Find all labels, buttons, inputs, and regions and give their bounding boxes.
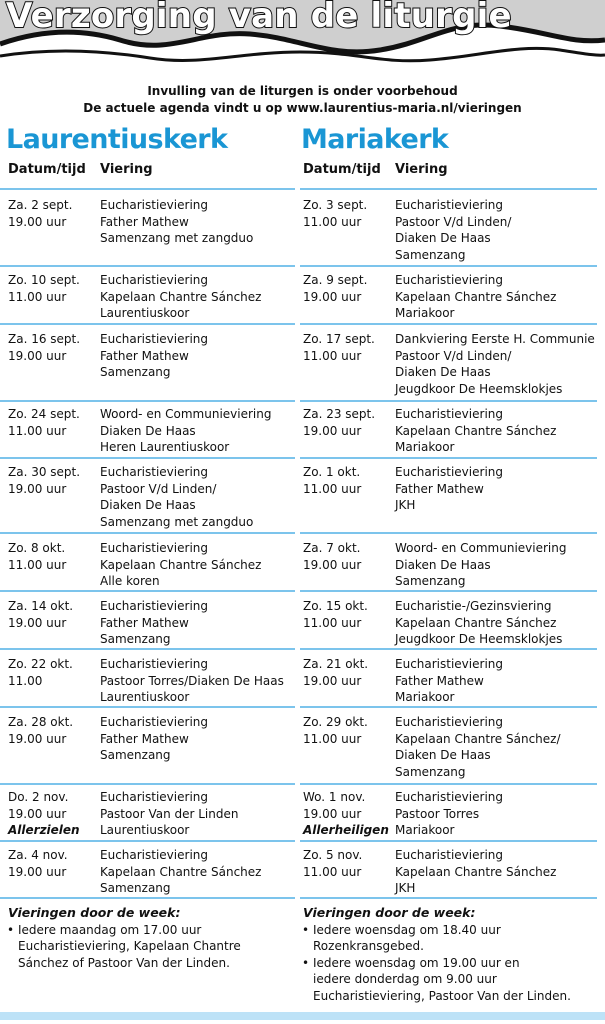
column-header-service: Viering [100,162,153,177]
row-date [303,598,368,631]
date-line: Zo. 5 nov. [303,848,363,862]
row-date [8,331,80,364]
weekday-line: • Iedere woensdag om 19.00 uur en [313,955,520,970]
service-line: Kapelaan Chantre Sánchez [395,289,557,304]
weekday-list [301,922,571,1004]
service-line: Samenzang [100,881,171,896]
row-divider [300,265,597,267]
weekday-title: Vieringen door de week: [8,905,181,920]
service-line: Kapelaan Chantre Sánchez [395,615,557,630]
row-service [100,540,261,590]
service-line: Pastoor V/d Linden/ [395,214,512,229]
date-line: 11.00 uur [303,731,362,746]
row-service [395,789,503,839]
date-line: Zo. 10 sept. [8,273,80,287]
row-date [8,656,73,689]
row-divider [0,400,295,402]
service-line: Eucharistieviering [100,790,208,804]
service-line: Kapelaan Chantre Sánchez [395,423,557,438]
row-divider [0,840,295,842]
row-service [100,598,208,648]
date-line: Zo. 3 sept. [303,198,368,212]
date-line: Wo. 1 nov. [303,790,366,804]
church-title: Mariakerk [301,124,449,155]
date-line: Za. 21 okt. [303,657,369,671]
column-header-date: Datum/tijd [303,162,381,177]
feast-day-label: Allerzielen [8,823,80,838]
row-date [303,272,367,305]
row-date [303,464,361,497]
service-line: Pastoor Van der Linden [100,806,239,821]
row-service [395,197,511,263]
notice-line-1: Invulling van de liturgen is onder voorbehoud [147,84,458,98]
row-service [395,598,562,648]
date-line: Zo. 15 okt. [303,599,368,613]
row-service [100,714,208,764]
row-date [8,540,66,573]
service-line: Diaken De Haas [395,365,491,380]
service-line: Eucharistieviering [100,273,208,287]
weekday-list [6,922,241,971]
service-line: Samenzang [100,632,171,647]
row-service [100,847,261,897]
date-line: Za. 23 sept. [303,407,376,421]
service-line: Samenzang [100,748,171,763]
row-date [303,406,375,439]
row-divider [0,706,295,708]
weekday-line: • Iedere woensdag om 18.40 uur [313,923,501,937]
service-line: Samenzang met zangduo [100,514,254,529]
date-line: 19.00 uur [303,423,362,438]
date-line: 19.00 uur [8,481,67,496]
row-date [8,406,80,439]
header-banner [0,0,605,70]
date-line: 19.00 uur [303,557,362,572]
service-line: Laurentiuskoor [100,306,190,321]
service-line: Father Mathew [395,481,484,496]
row-divider [300,400,597,402]
column-header-service: Viering [395,162,448,177]
service-line: Woord- en Communieviering [100,407,272,421]
row-date [303,714,368,747]
row-date [8,272,80,305]
row-divider [0,457,295,459]
row-date [8,598,73,631]
date-line: 11.00 uur [303,214,362,229]
service-line: Mariakoor [395,440,455,455]
service-line: Father Mathew [100,731,189,746]
row-divider [0,323,295,325]
weekday-item [301,955,571,1004]
row-service [395,272,556,322]
service-line: Father Mathew [100,615,189,630]
row-divider [0,265,295,267]
service-line: Alle koren [100,574,160,589]
service-line: Father Mathew [395,673,484,688]
church-title: Laurentiuskerk [6,124,228,155]
service-line: Kapelaan Chantre Sánchez [100,557,262,572]
row-service [395,464,503,514]
date-line: Za. 7 okt. [303,541,361,555]
row-service [395,331,595,397]
service-line: Pastoor Torres [395,806,480,821]
date-line: 11.00 uur [303,864,362,879]
service-line: Diaken De Haas [100,498,196,513]
service-line: Woord- en Communieviering [395,541,567,555]
date-line: Zo. 1 okt. [303,465,361,479]
date-line: 19.00 uur [8,615,67,630]
service-line: Kapelaan Chantre Sánchez/ [395,731,561,746]
weekday-line: • Iedere maandag om 17.00 uur [18,923,202,937]
service-line: Eucharistieviering [395,465,503,479]
service-line: Mariakoor [395,306,455,321]
row-divider [300,783,597,785]
row-service [100,789,238,839]
bottom-bar [0,1012,605,1020]
row-date [8,197,72,230]
service-line: Eucharistieviering [395,407,503,421]
service-line: Eucharistie-/Gezinsviering [395,599,552,613]
weekday-item [6,922,241,971]
row-date [8,847,68,880]
date-line: Zo. 17 sept. [303,332,375,346]
row-divider [300,457,597,459]
row-date [8,464,80,497]
date-line: Za. 2 sept. [8,198,73,212]
date-line: 11.00 [8,673,43,688]
service-line: Diaken De Haas [395,748,491,763]
weekday-line: iedere donderdag om 9.00 uur [313,972,497,987]
service-line: Jeugdkoor De Heemsklokjes [395,632,563,647]
row-date [8,714,73,747]
service-line: Eucharistieviering [395,848,503,862]
row-service [395,540,566,590]
service-line: Kapelaan Chantre Sánchez [100,864,262,879]
row-service [395,656,503,706]
service-line: Eucharistieviering [395,198,503,212]
service-line: Eucharistieviering [100,657,208,671]
weekday-line: Eucharistieviering, Kapelaan Chantre [18,939,241,954]
weekday-line: Eucharistieviering, Pastoor Van der Linden. [313,988,571,1003]
row-divider [300,532,597,534]
row-divider [300,188,597,190]
row-date [8,789,80,839]
date-line: Zo. 29 okt. [303,715,368,729]
service-line: Kapelaan Chantre Sánchez [395,864,557,879]
service-line: Pastoor V/d Linden/ [100,481,217,496]
date-line: Za. 14 okt. [8,599,74,613]
date-line: 11.00 uur [8,557,67,572]
feast-day-label: Allerheiligen [303,823,389,838]
service-line: Pastoor Torres/Diaken De Haas [100,673,284,688]
date-line: Za. 30 sept. [8,465,81,479]
weekday-line: Sánchez of Pastoor Van der Linden. [18,955,230,970]
service-line: Father Mathew [100,214,189,229]
row-divider [0,648,295,650]
row-service [100,272,261,322]
date-line: 19.00 uur [8,806,67,821]
row-divider [300,323,597,325]
weekday-line: Rozenkransgebed. [313,939,424,954]
date-line: 19.00 uur [8,348,67,363]
date-line: Zo. 22 okt. [8,657,73,671]
date-line: 19.00 uur [303,673,362,688]
service-line: Eucharistieviering [395,790,503,804]
date-line: Za. 9 sept. [303,273,368,287]
date-line: 11.00 uur [303,481,362,496]
service-line: Dankviering Eerste H. Communie [395,332,595,346]
row-service [100,331,208,381]
row-divider [0,897,295,899]
service-line: Laurentiuskoor [100,823,190,838]
service-line: Father Mathew [100,348,189,363]
row-service [100,656,284,706]
service-line: JKH [395,498,416,513]
service-line: Eucharistieviering [395,273,503,287]
row-service [395,847,556,897]
date-line: 19.00 uur [8,214,67,229]
service-line: Diaken De Haas [100,423,196,438]
row-date [303,331,375,364]
page-title: Verzorging van de liturgie [6,0,512,36]
service-line: JKH [395,881,416,896]
service-line: Laurentiuskoor [100,690,190,705]
weekday-item [301,922,571,955]
row-date [303,847,362,880]
service-line: Samenzang [395,764,466,779]
date-line: Za. 4 nov. [8,848,68,862]
service-line: Diaken De Haas [395,557,491,572]
row-divider [300,590,597,592]
date-line: Za. 28 okt. [8,715,74,729]
date-line: 19.00 uur [303,289,362,304]
service-line: Kapelaan Chantre Sánchez [100,289,262,304]
service-line: Pastoor V/d Linden/ [395,348,512,363]
date-line: Za. 16 sept. [8,332,81,346]
row-date [303,197,367,230]
service-line: Eucharistieviering [100,541,208,555]
service-line: Eucharistieviering [395,657,503,671]
service-line: Eucharistieviering [100,848,208,862]
date-line: 19.00 uur [8,864,67,879]
row-service [395,406,556,456]
row-divider [0,590,295,592]
row-service [100,197,253,247]
weekday-title: Vieringen door de week: [303,905,476,920]
row-date [303,540,361,573]
notice-line-2: De actuele agenda vindt u op www.laurentius-maria.nl/vieringen [83,101,522,115]
service-line: Diaken De Haas [395,231,491,246]
service-line: Eucharistieviering [100,715,208,729]
row-divider [0,532,295,534]
date-line: 11.00 uur [8,423,67,438]
row-divider [300,840,597,842]
service-line: Eucharistieviering [100,465,208,479]
row-service [395,714,561,780]
service-line: Jeugdkoor De Heemsklokjes [395,381,563,396]
date-line: 11.00 uur [8,289,67,304]
row-divider [0,783,295,785]
date-line: Zo. 24 sept. [8,407,80,421]
service-line: Mariakoor [395,690,455,705]
row-divider [300,706,597,708]
row-divider [300,897,597,899]
service-line: Eucharistieviering [100,198,208,212]
row-date [303,656,368,689]
row-divider [300,648,597,650]
service-line: Samenzang [100,365,171,380]
date-line: 19.00 uur [303,806,362,821]
date-line: 19.00 uur [8,731,67,746]
service-line: Samenzang [395,574,466,589]
row-service [100,406,271,456]
service-line: Mariakoor [395,823,455,838]
date-line: Zo. 8 okt. [8,541,66,555]
row-divider [0,188,295,190]
date-line: 11.00 uur [303,615,362,630]
service-line: Eucharistieviering [395,715,503,729]
service-line: Eucharistieviering [100,599,208,613]
service-line: Samenzang [395,247,466,262]
service-line: Samenzang met zangduo [100,231,254,246]
row-service [100,464,253,530]
date-line: Do. 2 nov. [8,790,69,804]
row-date [303,789,389,839]
date-line: 11.00 uur [303,348,362,363]
service-line: Heren Laurentiuskoor [100,440,230,455]
service-line: Eucharistieviering [100,332,208,346]
column-header-date: Datum/tijd [8,162,86,177]
